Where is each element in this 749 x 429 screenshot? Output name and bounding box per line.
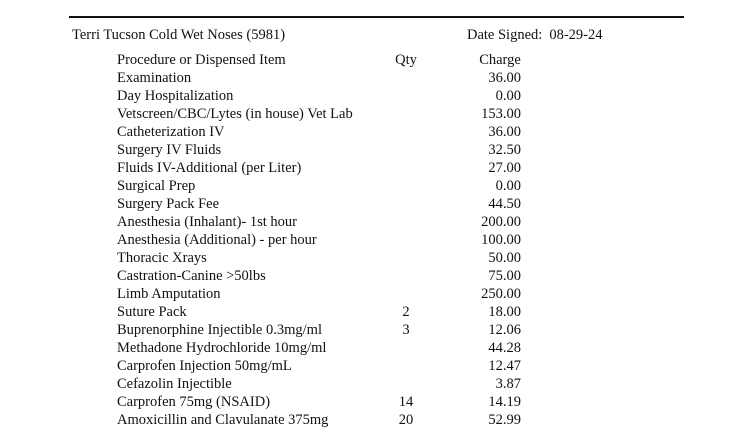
table-row [0, 393, 749, 411]
table-row [0, 123, 749, 141]
item-charge: 50.00 [488, 250, 521, 266]
table-row [0, 231, 749, 249]
table-row [0, 249, 749, 267]
table-row [0, 87, 749, 105]
column-header-charge: Charge [479, 52, 521, 68]
item-charge: 12.06 [488, 322, 521, 338]
item-name: Carprofen 75mg (NSAID) [117, 394, 271, 410]
item-charge: 100.00 [481, 232, 521, 248]
item-name: Castration-Canine >50lbs [117, 268, 266, 284]
item-name: Amoxicillin and Clavulanate 375mg [117, 412, 329, 428]
item-charge: 44.50 [488, 196, 521, 212]
item-charge: 36.00 [488, 124, 521, 140]
item-name: Methadone Hydrochloride 10mg/ml [117, 340, 327, 356]
item-charge: 153.00 [481, 106, 521, 122]
charges-table [0, 51, 749, 429]
table-row [0, 411, 749, 429]
date-signed-label: Date Signed: [467, 27, 543, 43]
item-name: Suture Pack [117, 304, 187, 320]
table-body [0, 69, 749, 429]
date-signed-value: 08-29-24 [549, 27, 603, 43]
item-charge: 75.00 [488, 268, 521, 284]
item-charge: 3.87 [495, 376, 521, 392]
item-name: Cefazolin Injectible [117, 376, 232, 392]
table-row [0, 375, 749, 393]
item-charge: 32.50 [488, 142, 521, 158]
table-row [0, 105, 749, 123]
item-qty: 2 [402, 304, 410, 320]
table-row [0, 321, 749, 339]
item-charge: 200.00 [481, 214, 521, 230]
item-name: Carprofen Injection 50mg/mL [117, 358, 292, 374]
table-row [0, 159, 749, 177]
item-charge: 36.00 [488, 70, 521, 86]
item-name: Anesthesia (Additional) - per hour [117, 232, 317, 248]
item-name: Surgical Prep [117, 178, 196, 194]
table-row [0, 177, 749, 195]
item-name: Surgery Pack Fee [117, 196, 220, 212]
date-signed [467, 27, 602, 44]
item-qty: 20 [398, 412, 414, 428]
item-name: Day Hospitalization [117, 88, 234, 104]
item-name: Examination [117, 70, 192, 86]
table-row [0, 339, 749, 357]
table-row [0, 357, 749, 375]
table-header [0, 51, 749, 69]
item-name: Anesthesia (Inhalant)- 1st hour [117, 214, 297, 230]
item-charge: 18.00 [488, 304, 521, 320]
table-row [0, 141, 749, 159]
table-row [0, 213, 749, 231]
item-qty: 14 [398, 394, 414, 410]
item-charge: 0.00 [495, 88, 521, 104]
item-name: Thoracic Xrays [117, 250, 207, 266]
item-name: Limb Amputation [117, 286, 221, 302]
item-charge: 0.00 [495, 178, 521, 194]
item-charge: 44.28 [488, 340, 521, 356]
item-name: Catheterization IV [117, 124, 225, 140]
item-charge: 52.99 [488, 412, 521, 428]
table-row [0, 69, 749, 87]
item-charge: 250.00 [481, 286, 521, 302]
item-qty: 3 [402, 322, 410, 338]
item-name: Vetscreen/CBC/Lytes (in house) Vet Lab [117, 106, 353, 122]
item-charge: 14.19 [488, 394, 521, 410]
item-name: Surgery IV Fluids [117, 142, 222, 158]
top-rule [69, 16, 684, 18]
column-header-qty: Qty [395, 52, 417, 68]
item-charge: 27.00 [488, 160, 521, 176]
table-row [0, 267, 749, 285]
item-name: Buprenorphine Injectible 0.3mg/ml [117, 322, 322, 338]
table-row [0, 285, 749, 303]
client-name: Terri Tucson Cold Wet Noses (5981) [72, 27, 286, 43]
column-header-item: Procedure or Dispensed Item [117, 52, 286, 68]
table-row [0, 195, 749, 213]
item-charge: 12.47 [488, 358, 521, 374]
item-name: Fluids IV-Additional (per Liter) [117, 160, 302, 176]
table-row [0, 303, 749, 321]
